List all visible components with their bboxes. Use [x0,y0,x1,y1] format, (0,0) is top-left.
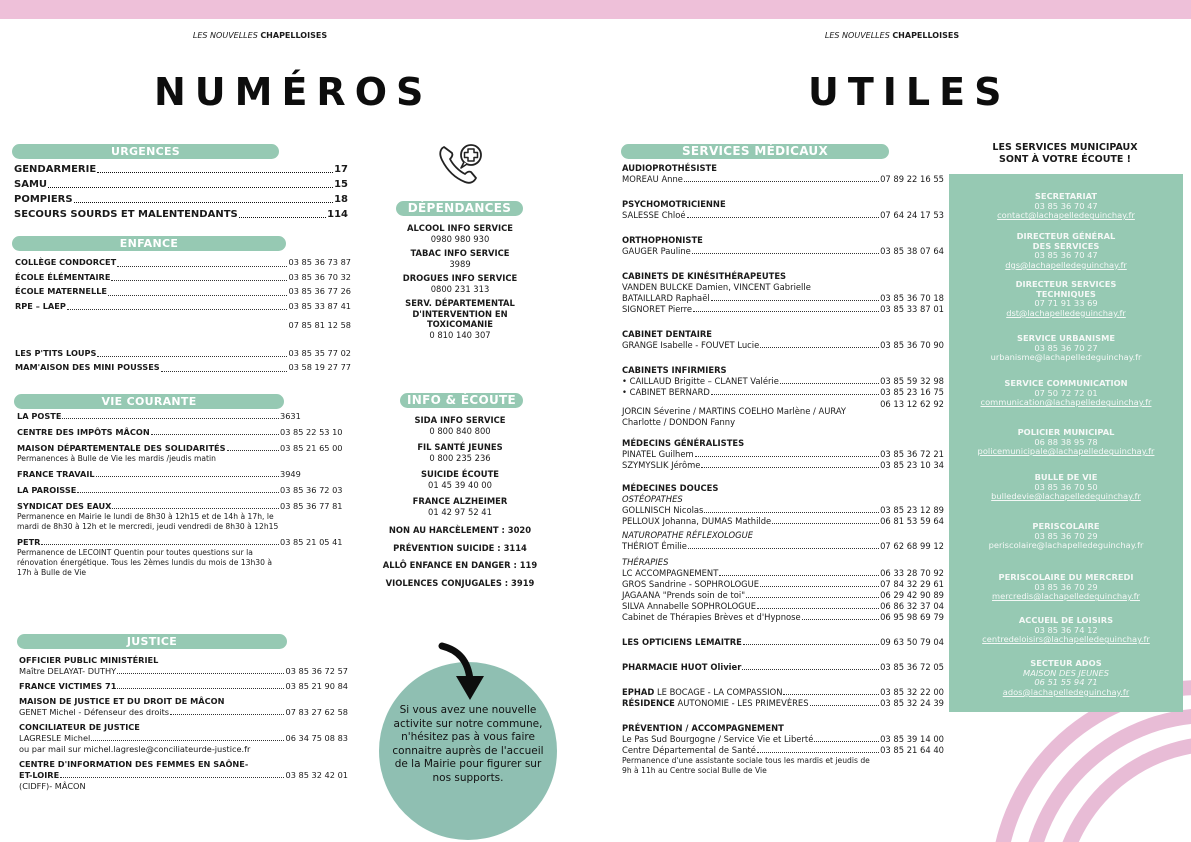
list-item: FRANCE TRAVAIL 3949 [17,469,301,479]
email-link[interactable]: contact@lachapelledeguinchay.fr [997,210,1135,221]
list-item: MOREAU Anne 07 89 22 16 55 [622,174,944,184]
list-item: SALESSE Chloé 07 64 24 17 53 [622,210,944,220]
municipal-entry: SERVICE URBANISME 03 85 36 70 27 urbanisme@lachapelledeguinchay.fr [949,334,1183,363]
list-item: PELLOUX Johanna, DUMAS Mathilde 06 81 53 59 64 [622,516,944,526]
email-link[interactable]: centredeloisirs@lachapelledeguinchay.fr [982,634,1150,645]
municipal-services-title: LES SERVICES MUNICIPAUX SONT À VOTRE ÉCOUTE ! [992,142,1138,165]
services-medicaux-list: AUDIOPROTHÉSISTE MOREAU Anne 07 89 22 16 55 PSYCHOMOTRICIENNE SALESSE Chloé 07 64 24 17 53 ORTHOPHONISTE GAUGER Pauline 03 85 38 07 64 CABINETS DE KINÉSITHÉRAPEUTES VANDEN BULCKE Damien, VINCENT Gabrielle BATAILLARD Raphaël 03 85 36 70 18 SIGNORET Pierre 03 85 33 87 01 CABINET DENTAIRE GRANGE Isabelle - FOUVET Lucie 03 85 36 70 90 CABINETS INFIRMIERS • CAILLAUD Brigitte – CLANET Valérie 03 85 59 32 98 • CABINET BERNARD 03 85 23 16 75 06 13 12 62 92 JORCIN Séverine / MARTINS COELHO Marlène / AURAY Charlotte / DONDON Fanny MÉDECINS GÉNÉRALISTES PINATEL Guilhem 03 85 36 72 21 SZYMYSLIK Jérôme 03 85 23 10 34 MÉDECINES DOUCES OSTÉOPATHES GOLLNISCH Nicolas 03 85 23 12 89 PELLOUX Johanna, DUMAS Mathilde 06 81 53 59 64 NATUROPATHE RÉFLEXOLOGUE THÉRIOT Émilie 07 62 68 99 12 THÉRAPIES LC ACCOMPAGNEMENT 06 33 28 70 92 GROS Sandrine - SOPHROLOGUE 07 84 32 29 61 JAGAANA "Prends soin de toi" 06 29 42 90 89 SILVA Annabelle SOPHROLOGUE 06 86 32 37 04 Cabinet de Thérapies Brèves et d'Hypnose 06 95 98 69 79 LES OPTICIENS LEMAITRE 09 63 50 79 04 PHARMACIE HUOT Olivier 03 85 36 72 05 EPHAD LE BOCAGE - LA COMPASSION 03 85 32 22 00 RÉSIDENCE AUTONOMIE - LES PRIMEVÈRES 03 85 32 24 39 PRÉVENTION / ACCOMPAGNEMENT Le Pas Sud Bourgogne / Service Vie et Liberté 03 85 39 14 00 Centre Départemental de Santé 03 85 21 64 40 Permanence d'une assistante sociale tous les mardis et jeudis de 9h à 11h au Centre social Bulle de Vie [622,163,944,775]
list-item: LES OPTICIENS LEMAITRE 09 63 50 79 04 [622,637,944,647]
municipal-entry: SECRETARIAT 03 85 36 70 47 contact@lachapelledeguinchay.fr [949,192,1183,221]
urgences-list [14,162,348,222]
section-header-info-ecoute: INFO & ÉCOUTE [400,393,523,408]
masthead-right: LES NOUVELLES CHAPELLOISES [824,31,960,40]
page-title-left: NUMÉROS [154,70,433,114]
list-item: RÉSIDENCE AUTONOMIE - LES PRIMEVÈRES 03 85 32 24 39 [622,698,944,708]
municipal-entry: DIRECTEUR GÉNÉRAL DES SERVICES 03 85 36 70 47 dgs@lachapelledeguinchay.fr [949,232,1183,270]
list-item: COLLÈGE CONDORCET 03 85 36 73 87 [15,257,351,267]
list-item: MAISON DÉPARTEMENTALE DES SOLIDARITÉS 03 85 21 65 00 [17,443,343,453]
dependances-list: ALCOOL INFO SERVICE 0980 980 930 TABAC INFO SERVICE 3989 DROGUES INFO SERVICE 0800 231 313 SERV. DÉPARTEMENTAL D'INTERVENTION EN TOXICOMANIE 0 810 140 307 [402,223,518,340]
list-item: LAGRESLE Michel 06 34 75 08 83 [19,733,348,743]
list-item: • CAILLAUD Brigitte – CLANET Valérie 03 85 59 32 98 [622,376,944,386]
municipal-entry: SERVICE COMMUNICATION 07 50 72 72 01 communication@lachapelledeguinchay.fr [949,379,1183,408]
list-item: GROS Sandrine - SOPHROLOGUE 07 84 32 29 61 [622,579,944,589]
municipal-entry: BULLE DE VIE 03 85 36 70 50 bulledevie@lachapelledeguinchay.fr [949,473,1183,502]
masthead-left: LES NOUVELLES CHAPELLOISES [192,31,328,40]
list-item: FRANCE VICTIMES 71 03 85 21 90 84 [19,681,348,691]
arrow-down-icon [438,642,488,704]
list-item: Maître DELAYAT- DUTHY 03 85 36 72 57 [19,666,348,676]
section-header-dependances: DÉPENDANCES [396,201,523,216]
list-item: ÉCOLE MATERNELLE 03 85 36 77 26 [15,286,351,296]
email-link[interactable]: bulledevie@lachapelledeguinchay.fr [991,491,1141,502]
list-item: JAGAANA "Prends soin de toi" 06 29 42 90 89 [622,590,944,600]
municipal-entry: PERISCOLAIRE DU MERCREDI 03 85 36 70 29 mercredis@lachapelledeguinchay.fr [949,573,1183,602]
email-link[interactable]: dst@lachapelledeguinchay.fr [1006,307,1126,318]
list-item: • CABINET BERNARD 03 85 23 16 75 [622,387,944,397]
list-item: GRANGE Isabelle - FOUVET Lucie 03 85 36 70 90 [622,340,944,350]
email-link[interactable]: ados@lachapelledeguinchay.fr [1002,686,1130,697]
section-header-enfance: ENFANCE [12,236,286,251]
vie-courante-list: LA POSTE 3631 CENTRE DES IMPÔTS MÂCON 03 85 22 53 10 MAISON DÉPARTEMENTALE DES SOLIDARITÉS 03 85 21 65 00 Permanences à Bulle de Vie les mardis /jeudis matin FRANCE TRAVAIL 3949 LA PAROISSE 03 85 36 72 03 SYNDICAT DES EAUX 03 85 36 77 81 Permanence en Mairie le lundi de 8h30 à 12h15 et de 14h à 17h, le mardi de 8h30 à 12h et le mercredi, jeudi vendredi de 8h30 à 12h15 PETR 03 85 21 05 41 Permanence de LECOINT Quentin pour toutes questions sur la rénovation énergétique. Tous les 2èmes lundis du mois de 13h30 à 17h à Bulle de Vie [17,411,348,578]
section-header-urgences: URGENCES [12,144,279,159]
list-item: LA PAROISSE 03 85 36 72 03 [17,485,343,495]
list-item: PINATEL Guilhem 03 85 36 72 21 [622,449,944,459]
notice-text: Si vous avez une nouvelle activite sur notre commune, n'hésitez pas à vous faire connaitre auprès de l'accueil de la Mairie pour figurer sur nos supports. [392,704,544,784]
list-item: BATAILLARD Raphaël 03 85 36 70 18 [622,293,944,303]
email-link[interactable]: urbanisme@lachapelledeguinchay.fr [990,352,1142,363]
list-item: LC ACCOMPAGNEMENT 06 33 28 70 92 [622,568,944,578]
info-ecoute-list: SIDA INFO SERVICE 0 800 840 800 FIL SANTÉ JEUNES 0 800 235 236 SUICIDE ÉCOUTE 01 45 39 40 00 FRANCE ALZHEIMER 01 42 97 52 41 NON AU HARCÈLEMENT : 3020 PRÉVENTION SUICIDE : 3114 ALLÔ ENFANCE EN DANGER : 119 VIOLENCES CONJUGALES : 3919 [382,415,538,588]
list-item: Centre Départemental de Santé 03 85 21 64 40 [622,745,944,755]
list-item: MAM'AISON DES MINI POUSSES 03 58 19 27 77 [15,362,351,372]
justice-list: OFFICIER PUBLIC MINISTÉRIEL Maître DELAYAT- DUTHY 03 85 36 72 57 FRANCE VICTIMES 71 03 85 21 90 84 MAISON DE JUSTICE ET DU DROIT DE MÂCON GENET Michel - Défenseur des droits 07 83 27 62 58 CONCILIATEUR DE JUSTICE LAGRESLE Michel 06 34 75 08 83 ou par mail sur michel.lagresle@conciliateurde-justice.fr CENTRE D'INFORMATION DES FEMMES EN SAÔNE- ET-LOIRE 03 85 32 42 01 (CIDFF)- MÂCON [19,655,348,791]
section-header-justice: JUSTICE [17,634,287,649]
list-item: LES P'TITS LOUPS 03 85 35 77 02 [15,347,351,358]
email-link[interactable]: periscolaire@lachapelledeguinchay.fr [988,540,1144,551]
list-item: THÉRIOT Émilie 07 62 68 99 12 [622,541,944,551]
municipal-entry: ACCUEIL DE LOISIRS 03 85 36 74 12 centredeloisirs@lachapelledeguinchay.fr [949,616,1183,645]
municipal-entry: POLICIER MUNICIPAL 06 88 38 95 78 policemunicipale@lachapelledeguinchay.fr [949,428,1183,457]
email-link[interactable]: dgs@lachapelledeguinchay.fr [1005,259,1127,270]
list-item: RPE – LAEP 03 85 33 87 41 [15,300,351,311]
page-title-right: UTILES [808,70,1011,114]
list-item: SILVA Annabelle SOPHROLOGUE 06 86 32 37 04 [622,601,944,611]
email-link[interactable]: policemunicipale@lachapelledeguinchay.fr [977,446,1155,457]
municipal-entry: DIRECTEUR SERVICES TECHNIQUES 07 71 91 33 69 dst@lachapelledeguinchay.fr [949,280,1183,318]
email-link[interactable]: mercredis@lachapelledeguinchay.fr [992,591,1140,602]
top-pink-band [0,0,1191,19]
section-header-services-medicaux: SERVICES MÉDICAUX [621,144,889,159]
list-item: GAUGER Pauline 03 85 38 07 64 [622,246,944,256]
list-item: GENDARMERIE 17 [14,164,348,175]
list-item: SYNDICAT DES EAUX 03 85 36 77 81 [17,501,343,511]
section-header-vie-courante: VIE COURANTE [14,394,284,409]
list-item: POMPIERS 18 [14,194,348,205]
email-link[interactable]: communication@lachapelledeguinchay.fr [980,397,1152,408]
list-item: EPHAD LE BOCAGE - LA COMPASSION 03 85 32 22 00 [622,687,944,697]
list-item: ET-LOIRE 03 85 32 42 01 [19,770,348,780]
list-item: SZYMYSLIK Jérôme 03 85 23 10 34 [622,460,944,470]
list-item: Le Pas Sud Bourgogne / Service Vie et Liberté 03 85 39 14 00 [622,734,944,744]
enfance-list: COLLÈGE CONDORCET 03 85 36 73 87 ÉCOLE ÉLÉMENTAIRE 03 85 36 70 32 ÉCOLE MATERNELLE 03 85 36 77 26 RPE – LAEP 03 85 33 87 41 07 85 81 12 58 LES P'TITS LOUPS 03 85 35 77 02 MAM'AISON DES MINI POUSSES 03 58 19 27 77 [15,255,351,375]
list-item: SAMU 15 [14,179,348,190]
list-item: GENET Michel - Défenseur des droits 07 83 27 62 58 [19,707,348,717]
list-item: ÉCOLE ÉLÉMENTAIRE 03 85 36 70 32 [15,271,351,282]
list-item: PHARMACIE HUOT Olivier 03 85 36 72 05 [622,662,944,672]
list-item: CENTRE DES IMPÔTS MÂCON 03 85 22 53 10 [17,427,343,437]
list-item: SECOURS SOURDS ET MALENTENDANTS 114 [14,209,348,220]
phone-medical-icon [436,140,486,186]
list-item: GOLLNISCH Nicolas 03 85 23 12 89 [622,505,944,515]
municipal-entry: SECTEUR ADOS MAISON DES JEUNES 06 51 55 94 71 ados@lachapelledeguinchay.fr [949,659,1183,697]
list-item: LA POSTE 3631 [17,411,301,421]
mail-link[interactable]: ou par mail sur michel.lagresle@conciliateurde-justice.fr [19,744,251,754]
list-item: PETR 03 85 21 05 41 [17,537,343,547]
list-item: Cabinet de Thérapies Brèves et d'Hypnose 06 95 98 69 79 [622,612,944,622]
municipal-entry: PERISCOLAIRE 03 85 36 70 29 periscolaire@lachapelledeguinchay.fr [949,522,1183,551]
list-item: SIGNORET Pierre 03 85 33 87 01 [622,304,944,314]
